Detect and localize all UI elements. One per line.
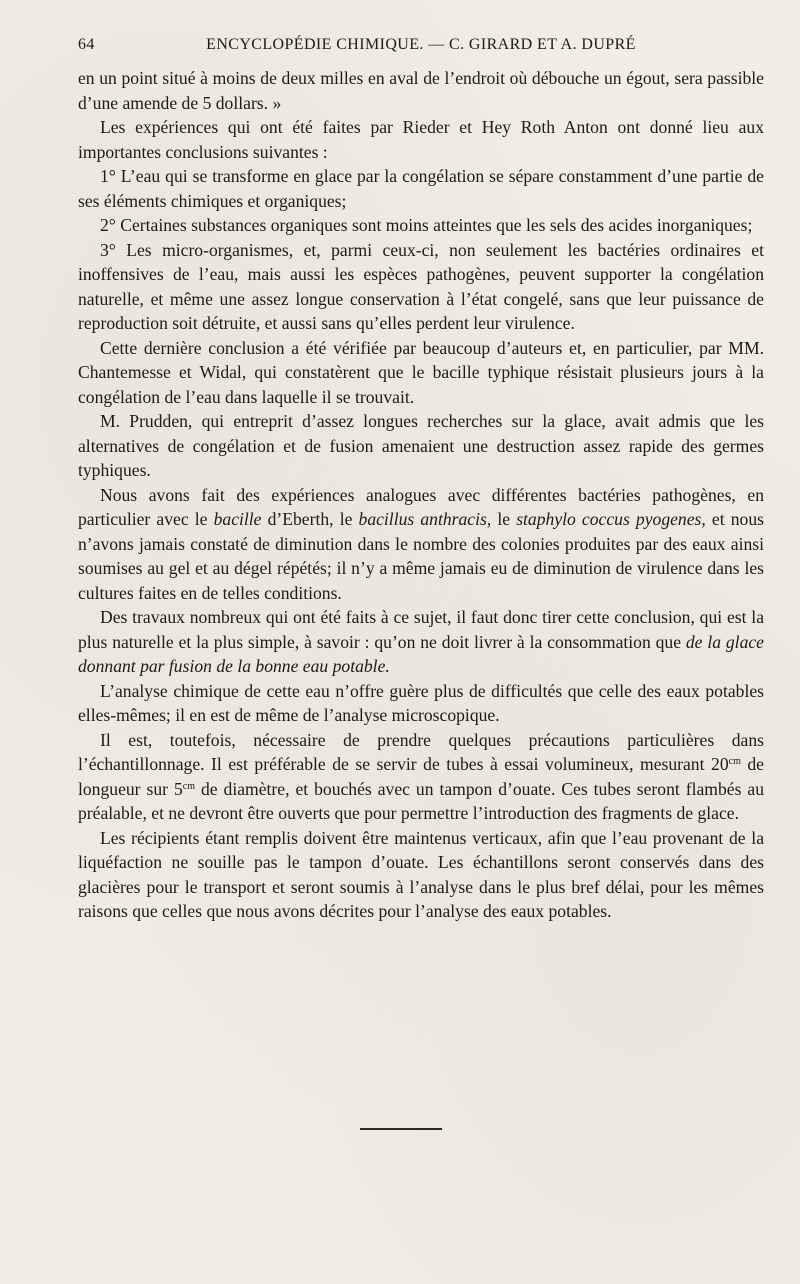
unit-superscript: cm <box>182 780 195 792</box>
italic-term: staphylo coccus pyogenes <box>516 509 702 529</box>
conclusion-3: 3° Les micro-organismes, et, parmi ceux-ci, non seulement les bactéries ordinaires et inoffensives de l’eau, mais aussi les espèces pathogènes, peuvent supporter la congélation naturelle, et même une assez longue conservation à l’état congelé, sans que leur puissance de reproduction soit détruite, et aussi sans qu’elles perdent leur virulence. <box>78 239 764 333</box>
conclusion-number: 3° <box>100 239 116 260</box>
paragraph-7: M. Prudden, qui entreprit d’assez longues recherches sur la glace, avait admis que les alternatives de congélation et de fusion amenaient une destruction assez rapide des germes typhiques. <box>78 411 764 480</box>
body-text <box>78 66 764 924</box>
running-title: ENCYCLOPÉDIE CHIMIQUE. — C. GIRARD ET A. DUPRÉ <box>206 36 636 53</box>
conclusion-number: 1° <box>100 166 116 186</box>
paragraph-9: Des travaux nombreux qui ont été faits à ce sujet, il faut donc tirer cette conclusion, qui est la plus naturelle et la plus simple, à savoir : qu’on ne doit livrer à la consommation que de la glace donnant par fusion de la bonne eau potable. <box>78 607 764 676</box>
italic-term: bacille <box>213 509 262 529</box>
conclusion-number: 2° <box>100 215 116 235</box>
paragraph-11: Il est, toutefois, nécessaire de prendre quelques précautions particulières dans l’échantillonnage. Il est préférable de se servir de tubes à essai volumineux, mesurant $20^{cm}$ de longueur sur $5^{cm}$ de diamètre, et bouchés avec un tampon d’ouate. Ces tubes seront flambés au préalable, et ne devront être ouverts que pour permettre l’introduction des fragments de glace. <box>78 729 764 823</box>
paragraph-6: Cette dernière conclusion a été vérifiée par beaucoup d’auteurs et, en particulier, par MM. Chantemesse et Widal, qui constatèrent que le bacille typhique résistait plusieurs jours à la congélation de l’eau dans laquelle il se trouvait. <box>78 337 764 407</box>
paragraph-10: L’analyse chimique de cette eau n’offre guère plus de difficultés que celle des eaux potables elles-mêmes; il en est de même de l’analyse microscopique. <box>78 680 764 725</box>
paragraph-1: en un point situé à moins de deux milles en aval de l’endroit où débouche un égout, sera passible d’une amende de 5 dollars. » <box>78 68 764 113</box>
unit-superscript: cm <box>728 756 741 767</box>
conclusion-2: 2° Certaines substances organiques sont moins atteintes que les sels des acides inorganiques; <box>100 215 753 235</box>
paragraph-8: Nous avons fait des expériences analogues avec différentes bactéries pathogènes, en particulier avec le bacille d’Eberth, le bacillus anthracis, le staphylo coccus pyogenes, et nous n’avons jamais constaté de diminution dans le nombre des colonies produites par des eaux ainsi soumises au gel et au dégel répétés; il n’y a même jamais eu de diminution de virulence dans les cultures faites en de telles conditions. <box>78 484 764 603</box>
italic-conclusion: de la glace donnant par fusion de la bonne eau potable. <box>78 631 764 676</box>
end-rule <box>360 1128 442 1130</box>
paragraph-2: Les expériences qui ont été faites par Rieder et Hey Roth Anton ont donné lieu aux importantes conclusions suivantes : <box>78 117 764 162</box>
paragraph-12: Les récipients étant remplis doivent être maintenus verticaux, afin que l’eau provenant de la liquéfaction ne souille pas le tampon d’ouate. Les échantillons seront conservés dans des glacières pour le transport et seront soumis à l’analyse dans le plus bref délai, pour les mêmes raisons que celles que nous avons décrites pour l’analyse des eaux potables. <box>78 827 764 921</box>
page-number: 64 <box>78 36 95 53</box>
italic-term: bacillus anthracis <box>358 509 487 529</box>
conclusion-1: 1° L’eau qui se transforme en glace par la congélation se sépare constamment d’une partie de ses éléments chimiques et organiques; <box>78 166 764 211</box>
page-header <box>78 36 764 58</box>
